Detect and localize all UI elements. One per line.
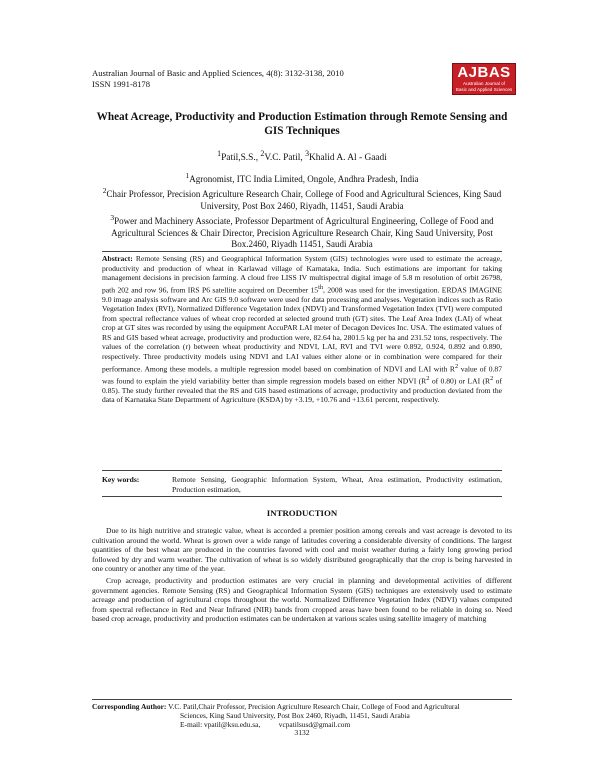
- abstract-sup: 2: [490, 374, 494, 382]
- author-name: V.C. Patil,: [264, 153, 306, 164]
- keywords-top-rule: [102, 470, 502, 471]
- journal-citation: Australian Journal of Basic and Applied Sciences, 4(8): 3132-3138, 2010: [92, 68, 344, 78]
- journal-issn: ISSN 1991-8178: [92, 79, 151, 89]
- abstract-sup: 2: [454, 362, 459, 370]
- abstract-text: Remote Sensing (RS) and Geographical Information System (GIS) technologies were used to estimate the acreage, productivity and production of wheat in Karlawad village of Karnataka, India. Such estimations are important for taking management decisions in precision farming. A cloud free LISS IV multispectral digital image of 5.8 m resolution of orbit 26798, path 202 and row 96, from IRS P6 satellite acquired on December 15: [102, 254, 502, 295]
- affiliation-item: [92, 185, 512, 212]
- abstract: [102, 254, 502, 405]
- author-name: Khalid A. Al - Gaadi: [308, 153, 387, 164]
- affiliation-sup: 3: [110, 213, 115, 223]
- keywords-bottom-rule: [102, 496, 502, 497]
- author-sup: 2: [260, 149, 265, 158]
- abstract-label: Abstract:: [102, 254, 133, 263]
- footer-email: E-mail: vpatil@ksu.edu.sa, vcpatilsusd@gmail.com: [180, 720, 351, 729]
- author-name: Patil,S.S.,: [221, 153, 261, 164]
- abstract-text: of 0.80) or LAI (R: [429, 376, 491, 386]
- affiliation-sup: 1: [185, 171, 190, 180]
- keywords-text: Remote Sensing, Geographic Information System, Wheat, Area estimation, Productivity estimation, Production estimation,: [172, 475, 502, 494]
- paragraph: Crop acreage, productivity and production estimates are very crucial in planning and developmental activities of different government agencies. Remote Sensing (RS) and Geographical Information System (GIS) techniques are extensively used to estimate acreage and production of agricultural crops throughout the world. Normalized Difference Vegetation Index (NDVI) values computed from spectral reflectance in Red and Near Infrared (NIR) bands from cropped areas have been found to be reliable in doing so. Need based crop acreage, productivity and production estimates can be undertaken at various scales using satellite imagery of matching: [92, 575, 512, 624]
- affiliation-item: [92, 212, 512, 250]
- abstract-text: value of 0.87 was found to explain the yield variability better than simple regression models based on either NDVI (R: [102, 364, 502, 386]
- introduction-body: [92, 526, 512, 626]
- author-sup: 1: [217, 149, 222, 158]
- affiliation-sup: 2: [102, 186, 107, 196]
- footer-line: Sciences, King Saud University, Post Box 2460, Riyadh, 11451, Saudi Arabia: [180, 711, 410, 720]
- abstract-sup: 2: [426, 374, 430, 382]
- section-heading: INTRODUCTION: [266, 508, 338, 518]
- affiliations: [92, 170, 512, 250]
- logo-text: AJBAS: [457, 64, 511, 81]
- paper-title: Wheat Acreage, Productivity and Production Estimation through Remote Sensing and GIS Techniques: [96, 111, 508, 137]
- author-sup: 3: [305, 149, 309, 158]
- keywords-label: Key words:: [102, 475, 140, 484]
- affiliation-text: Power and Machinery Associate, Professor Department of Agricultural Engineering, College of Food and Agricultural Sciences & Chair Director, Precision Agriculture Research Chair, King Saud University, Post Box.2460, Riyadh 11451, Saudi Arabia: [111, 216, 494, 250]
- footer-rule: [92, 699, 512, 700]
- affiliation-text: Agronomist, ITC India Limited, Ongole, Andhra Pradesh, India: [189, 174, 419, 184]
- page-number: 3132: [294, 728, 310, 737]
- corresponding-author: [92, 702, 512, 729]
- paragraph: Due to its high nutritive and strategic value, wheat is accorded a premier position among cereals and vast acreage is devoted to its cultivation around the world. Wheat is grown over a wide range of latitudes covering a considerable diversity of conditions. The largest quantities of the best wheat are produced in the countries favored with cool and moist weather during a fairly long growing period followed by dry and warm weather. The cultivation of wheat is so widely distributed geographically that the crop is being harvested in one country or another any time of the year.: [92, 526, 512, 574]
- abstract-top-rule: [102, 251, 502, 252]
- affiliation-text: Chair Professor, Precision Agriculture Research Chair, College of Food and Agricultural Sciences, King Saud University, Post Box 2460, Riyadh, 11451, Saudi Arabia: [106, 189, 502, 211]
- abstract-sup: th: [318, 283, 324, 291]
- affiliation-item: [92, 170, 512, 185]
- logo-tagline-1: Australian Journal of: [463, 81, 505, 86]
- abstract-text: , 2008 was used for the investigation. ERDAS IMAGINE 9.0 image analysis software and Arc GIS 9.0 software were used for data processing and analyses. Vegetation indices such as Ratio Vegetation Index (RVI), Normalized Difference Vegetation Index (NDVI) and Transformed Vegetation Index (TVI) were computed from spectral reflectance values of wheat crop recorded at selected ground truth (GT) sites. The Leaf Area Index (LAI) of wheat crop at GT sites was recorded by using the equipment AccuPAR LAI meter of Decagon Devices Inc. USA. The estimated values of RS and GIS based wheat acreage, productivity and production were, 82.64 ha, 2801.5 kg per ha and 231.52 tons, respectively. The values of the correlation (r) between wheat productivity and NDVI, LAI, RVI and TVI were 0.892, 0.924, 0.892 and 0.890, respectively. Three productivity models using NDVI and LAI values either alone or in combination were compared for their performance. Among these models, a multiple regression model based on combination of NDVI and LAI with R: [102, 285, 502, 374]
- journal-logo: [452, 63, 516, 95]
- abstract-text: of 0.85). The study further revealed that the RS and GIS based estimations of acreage, productivity and production deviated from the data of Karnataka State Department of Agriculture (KSDA) by +3.19, +10.76 and +13.61 percent, respectively.: [102, 376, 502, 405]
- author-list: [92, 148, 512, 164]
- journal-header: [92, 68, 344, 90]
- logo-tagline-2: Basic and Applied Sciences: [455, 86, 513, 92]
- footer-line: V.C. Patil,Chair Professor, Precision Agriculture Research Chair, College of Food and Agricultural: [166, 702, 460, 711]
- footer-label: Corresponding Author:: [92, 702, 167, 711]
